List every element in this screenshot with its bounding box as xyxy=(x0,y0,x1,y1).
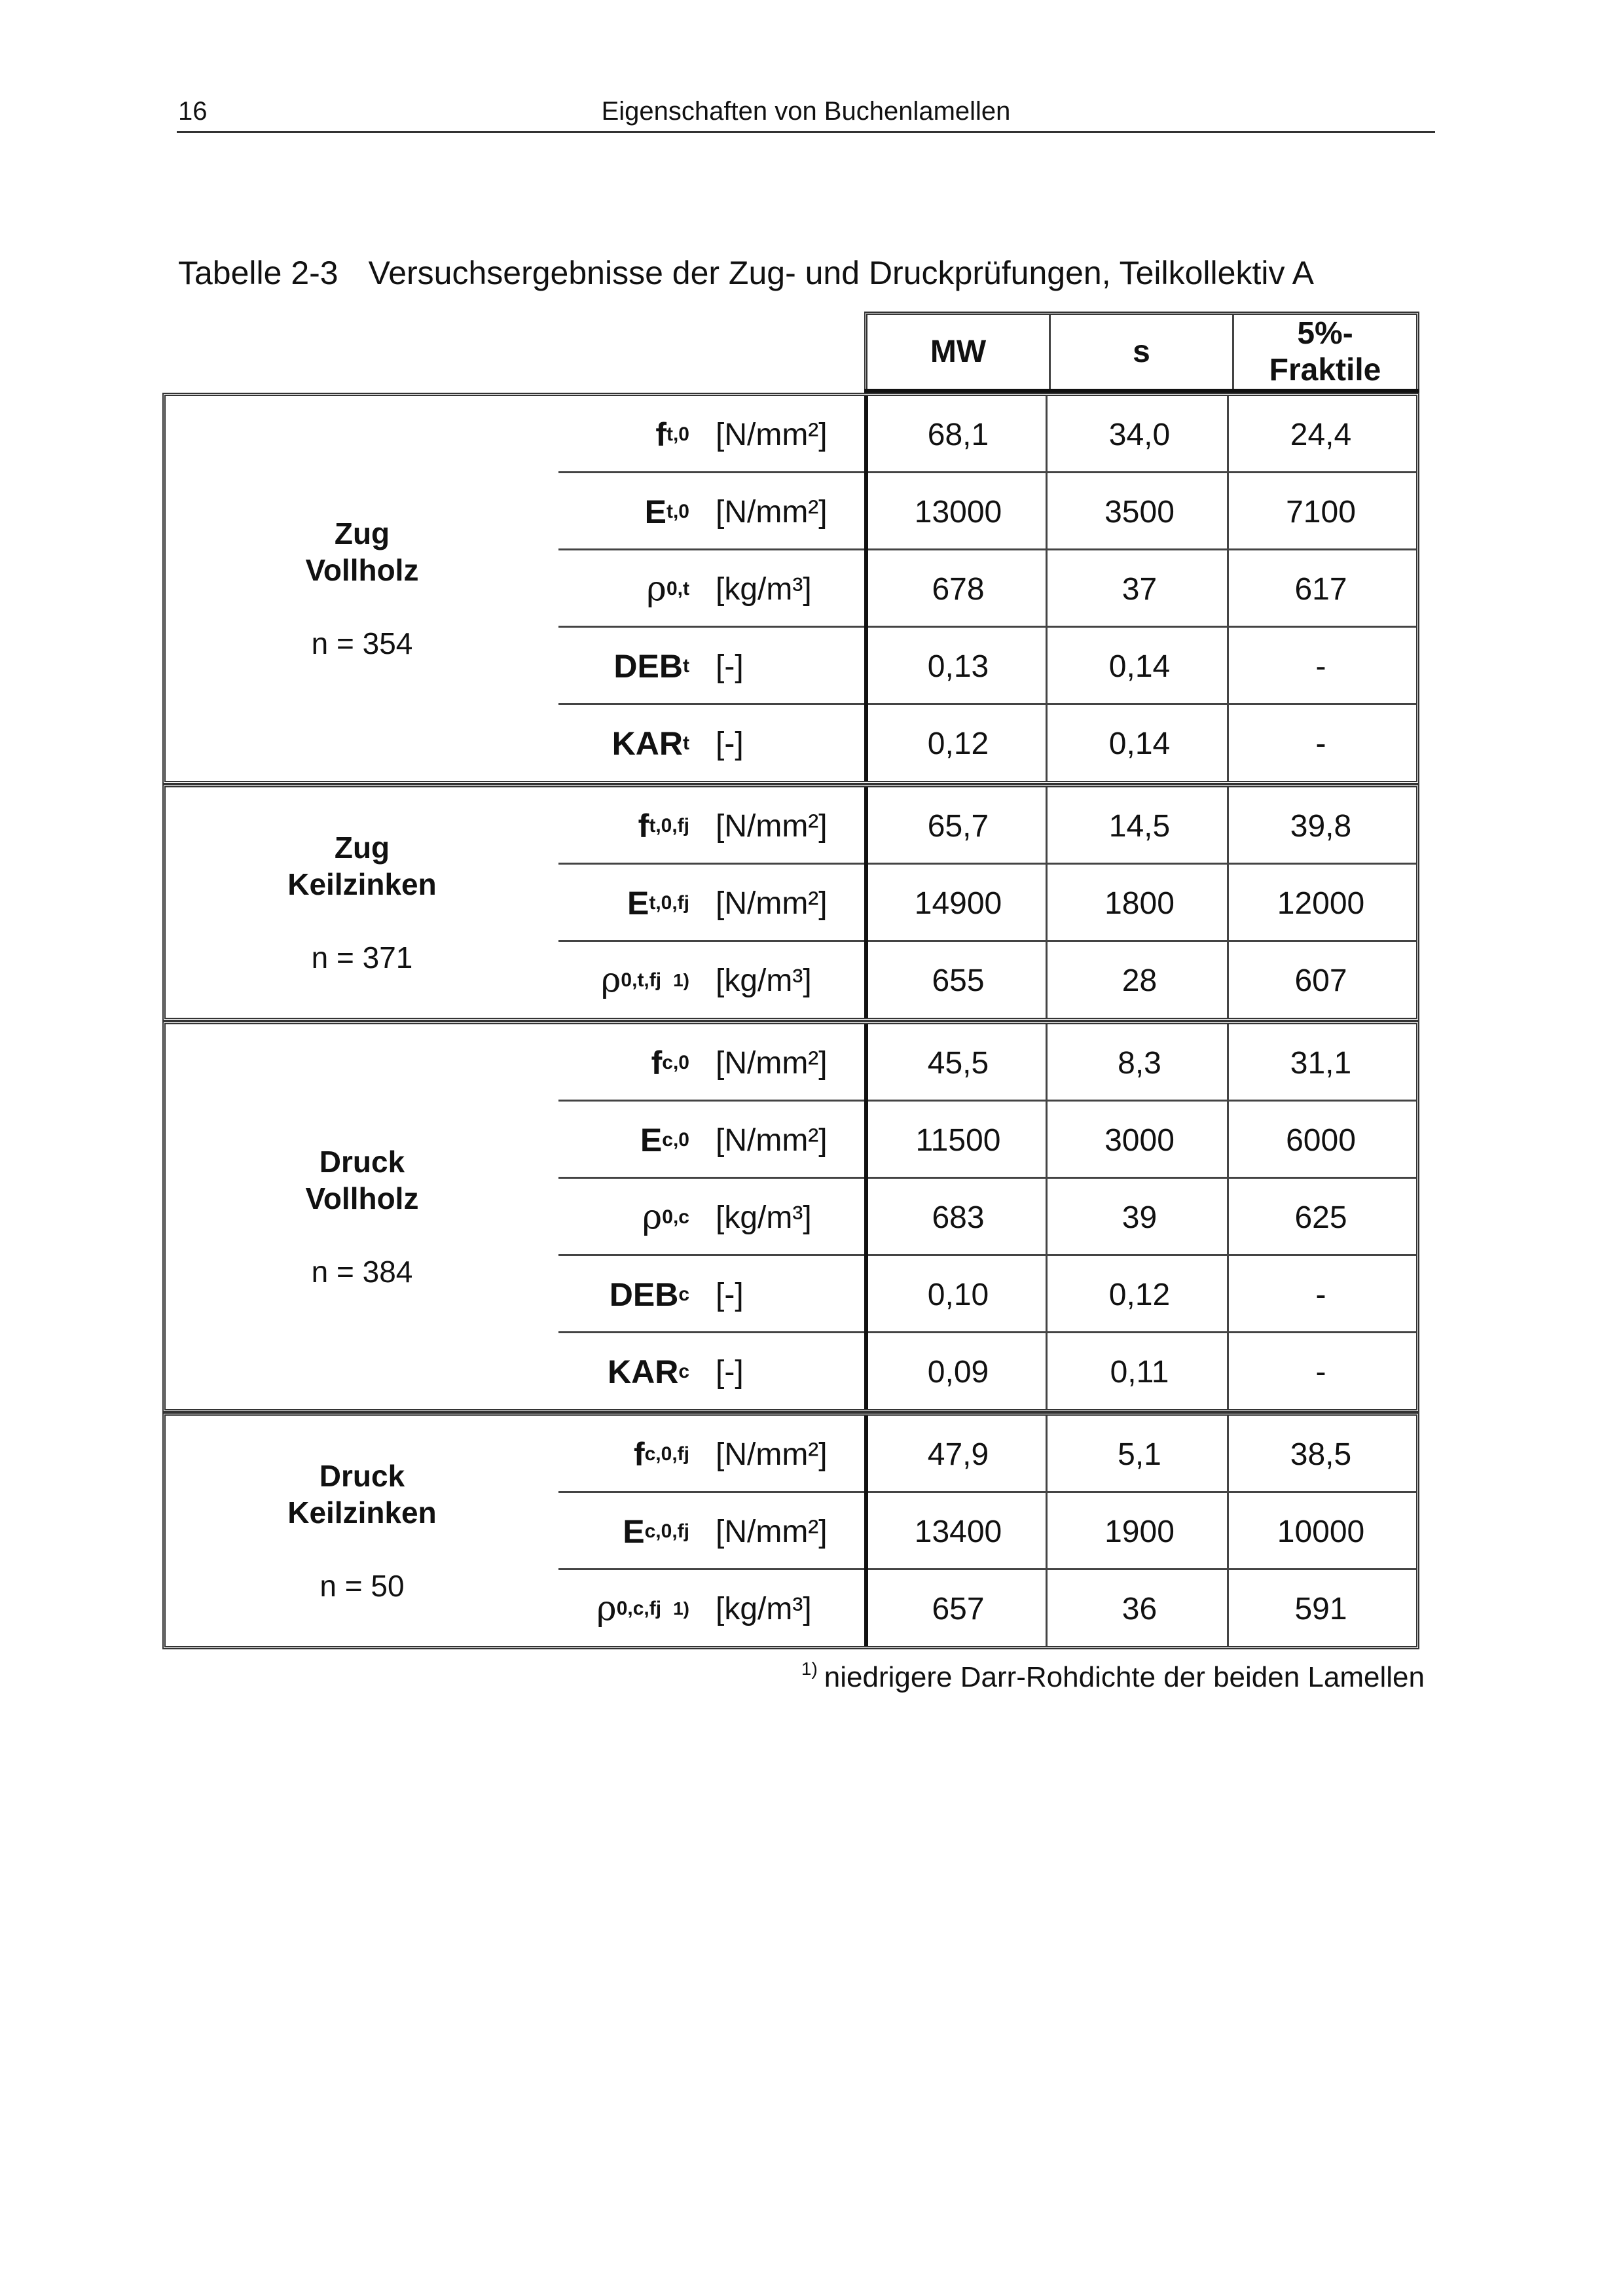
row-symbol xyxy=(558,1570,689,1647)
table-row xyxy=(558,863,1416,942)
row-unit: [kg/m³] xyxy=(716,1200,812,1235)
cell-fraktile: - xyxy=(1315,726,1326,761)
footnote-text: niedrigere Darr-Rohdichte der beiden Lamellen xyxy=(824,1661,1425,1693)
table-row xyxy=(558,787,1416,865)
row-symbol xyxy=(558,1179,689,1256)
cell-s: 1800 xyxy=(1104,886,1175,921)
symbol-subscript: t,0 xyxy=(666,423,689,445)
table-row xyxy=(558,396,1416,473)
cell-fraktile: 39,8 xyxy=(1290,808,1352,844)
running-title: Eigenschaften von Buchenlamellen xyxy=(601,97,1011,126)
row-unit: [N/mm²] xyxy=(716,1437,828,1472)
row-symbol xyxy=(558,396,689,473)
cell-fraktile: - xyxy=(1315,649,1326,684)
cell-fraktile: 31,1 xyxy=(1290,1045,1352,1081)
row-unit: [N/mm²] xyxy=(716,1122,828,1158)
row-symbol xyxy=(558,865,689,942)
cell-fraktile: 617 xyxy=(1294,571,1347,607)
row-unit: [N/mm²] xyxy=(716,1045,828,1081)
cell-mw: 678 xyxy=(932,571,985,607)
row-unit: [N/mm²] xyxy=(716,1514,828,1549)
symbol-subscript: t xyxy=(683,732,689,754)
cell-s: 5,1 xyxy=(1118,1437,1161,1472)
symbol-base: E xyxy=(623,1513,645,1550)
footnote-ref: 1) xyxy=(673,1598,689,1619)
symbol-base: ρ xyxy=(642,1198,663,1237)
col-header-fraktile xyxy=(1234,315,1416,389)
row-unit: [-] xyxy=(716,649,744,684)
cell-s: 0,14 xyxy=(1108,726,1171,761)
table-row xyxy=(558,703,1416,782)
col-header-mw: MW xyxy=(930,334,987,369)
table-header xyxy=(864,312,1419,393)
row-symbol xyxy=(558,1256,689,1333)
group-type: Druck xyxy=(319,1145,405,1179)
group-label xyxy=(166,1458,558,1604)
results-table xyxy=(162,312,1419,1647)
symbol-subscript: t,0,fj xyxy=(649,892,689,914)
group-material: Keilzinken xyxy=(287,867,437,901)
symbol-base: f xyxy=(633,1436,645,1473)
symbol-base: KAR xyxy=(607,1354,679,1390)
cell-fraktile: 7100 xyxy=(1286,494,1356,529)
col-header-s: s xyxy=(1133,334,1150,369)
symbol-base: ρ xyxy=(646,569,666,609)
table-group xyxy=(162,393,1419,784)
cell-mw: 13000 xyxy=(914,494,1002,529)
cell-fraktile: 625 xyxy=(1294,1200,1347,1235)
table-caption xyxy=(178,254,1314,292)
table-row xyxy=(558,1254,1416,1333)
cell-fraktile: 591 xyxy=(1294,1591,1347,1626)
row-unit: [N/mm²] xyxy=(716,417,828,452)
symbol-subscript: c,0 xyxy=(662,1129,689,1151)
cell-mw: 657 xyxy=(932,1591,985,1626)
table-row xyxy=(558,1491,1416,1570)
symbol-subscript: c xyxy=(678,1283,689,1305)
cell-mw: 13400 xyxy=(914,1514,1002,1549)
group-label xyxy=(166,1143,558,1290)
row-symbol xyxy=(558,705,689,782)
symbol-base: f xyxy=(655,416,666,453)
row-symbol xyxy=(558,1024,689,1102)
page-number: 16 xyxy=(178,97,208,126)
table-row xyxy=(558,1100,1416,1179)
symbol-subscript: t,0 xyxy=(666,501,689,522)
symbol-base: DEB xyxy=(609,1276,679,1313)
cell-mw: 0,10 xyxy=(927,1277,989,1312)
symbol-subscript: t xyxy=(683,655,689,677)
cell-s: 37 xyxy=(1122,571,1158,607)
caption-title: Versuchsergebnisse der Zug- und Druckprüfungen, Teilkollektiv A xyxy=(368,255,1314,291)
cell-s: 14,5 xyxy=(1108,808,1171,844)
symbol-subscript: 0,c,fj xyxy=(616,1598,662,1619)
cell-s: 34,0 xyxy=(1108,417,1171,452)
symbol-subscript: c xyxy=(678,1361,689,1382)
table-group xyxy=(162,1021,1419,1412)
cell-mw: 11500 xyxy=(915,1122,1001,1158)
table-row xyxy=(558,1416,1416,1493)
symbol-base: KAR xyxy=(611,725,683,762)
cell-fraktile: 10000 xyxy=(1277,1514,1365,1549)
symbol-base: f xyxy=(651,1045,663,1081)
group-count: n = 384 xyxy=(311,1255,413,1289)
group-label xyxy=(166,829,558,976)
table-row xyxy=(558,1331,1416,1410)
cell-s: 39 xyxy=(1122,1200,1158,1235)
group-type: Druck xyxy=(319,1459,405,1493)
row-symbol xyxy=(558,1102,689,1179)
row-symbol xyxy=(558,473,689,550)
table-row xyxy=(558,626,1416,705)
caption-label: Tabelle 2-3 xyxy=(178,255,338,291)
cell-s: 3000 xyxy=(1104,1122,1175,1158)
cell-s: 36 xyxy=(1122,1591,1158,1626)
symbol-subscript: c,0 xyxy=(662,1052,689,1073)
row-symbol xyxy=(558,942,689,1019)
symbol-subscript: 0,t xyxy=(666,578,689,600)
row-symbol xyxy=(558,787,689,865)
col-header-fraktile-line1: 5%- xyxy=(1297,316,1353,351)
cell-fraktile: 607 xyxy=(1294,963,1347,998)
cell-fraktile: - xyxy=(1315,1354,1326,1390)
group-count: n = 50 xyxy=(319,1569,405,1603)
row-unit: [-] xyxy=(716,1354,744,1390)
cell-mw: 0,12 xyxy=(927,726,989,761)
cell-mw: 45,5 xyxy=(927,1045,989,1081)
row-unit: [kg/m³] xyxy=(716,571,812,607)
row-symbol xyxy=(558,1493,689,1570)
row-unit: [N/mm²] xyxy=(716,886,828,921)
row-symbol xyxy=(558,1333,689,1410)
cell-mw: 0,09 xyxy=(927,1354,989,1390)
cell-s: 0,11 xyxy=(1110,1354,1169,1390)
symbol-subscript: t,0,fj xyxy=(649,815,689,836)
group-material: Vollholz xyxy=(305,1181,419,1215)
row-symbol xyxy=(558,1416,689,1493)
cell-fraktile: 6000 xyxy=(1286,1122,1356,1158)
cell-fraktile: 38,5 xyxy=(1290,1437,1352,1472)
group-material: Keilzinken xyxy=(287,1496,437,1530)
footnote-ref: 1) xyxy=(673,970,689,990)
cell-fraktile: 24,4 xyxy=(1290,417,1352,452)
table-row xyxy=(558,940,1416,1019)
table-group xyxy=(162,784,1419,1021)
symbol-subscript: 0,t,fj xyxy=(621,969,662,991)
symbol-base: E xyxy=(640,1122,663,1158)
symbol-subscript: 0,c xyxy=(662,1206,689,1228)
symbol-subscript: c,0,fj xyxy=(644,1443,689,1465)
table-row xyxy=(558,1024,1416,1102)
row-unit: [-] xyxy=(716,726,744,761)
cell-s: 0,14 xyxy=(1108,649,1171,684)
page-header xyxy=(177,92,1435,133)
symbol-base: E xyxy=(627,885,649,922)
symbol-subscript: c,0,fj xyxy=(644,1520,689,1542)
group-label xyxy=(166,515,558,662)
symbol-base: DEB xyxy=(613,648,683,685)
table-row xyxy=(558,1568,1416,1647)
group-type: Zug xyxy=(334,516,390,550)
footnote-marker: 1) xyxy=(801,1659,818,1679)
table-row xyxy=(558,548,1416,628)
cell-mw: 0,13 xyxy=(927,649,989,684)
cell-fraktile: - xyxy=(1315,1277,1326,1312)
cell-s: 3500 xyxy=(1104,494,1175,529)
symbol-base: E xyxy=(644,493,666,530)
cell-fraktile: 12000 xyxy=(1277,886,1365,921)
cell-mw: 68,1 xyxy=(927,417,989,452)
symbol-base: ρ xyxy=(596,1589,617,1628)
table-row xyxy=(558,471,1416,550)
footnote xyxy=(801,1659,1425,1694)
cell-s: 1900 xyxy=(1104,1514,1175,1549)
cell-s: 0,12 xyxy=(1108,1277,1171,1312)
col-header-fraktile-line2: Fraktile xyxy=(1269,353,1381,387)
table-group xyxy=(162,1412,1419,1649)
group-count: n = 354 xyxy=(311,626,413,660)
row-unit: [N/mm²] xyxy=(716,494,828,529)
group-count: n = 371 xyxy=(311,941,413,975)
cell-mw: 47,9 xyxy=(927,1437,989,1472)
cell-mw: 14900 xyxy=(914,886,1002,921)
table-row xyxy=(558,1177,1416,1256)
row-symbol xyxy=(558,550,689,628)
cell-mw: 683 xyxy=(932,1200,985,1235)
symbol-base: f xyxy=(638,808,649,844)
row-symbol xyxy=(558,628,689,705)
row-unit: [kg/m³] xyxy=(716,1591,812,1626)
row-unit: [N/mm²] xyxy=(716,808,828,844)
row-unit: [-] xyxy=(716,1277,744,1312)
row-unit: [kg/m³] xyxy=(716,963,812,998)
cell-s: 28 xyxy=(1122,963,1158,998)
group-material: Vollholz xyxy=(305,553,419,587)
cell-s: 8,3 xyxy=(1118,1045,1161,1081)
cell-mw: 65,7 xyxy=(927,808,989,844)
group-type: Zug xyxy=(334,831,390,865)
symbol-base: ρ xyxy=(600,961,621,1000)
cell-mw: 655 xyxy=(932,963,985,998)
